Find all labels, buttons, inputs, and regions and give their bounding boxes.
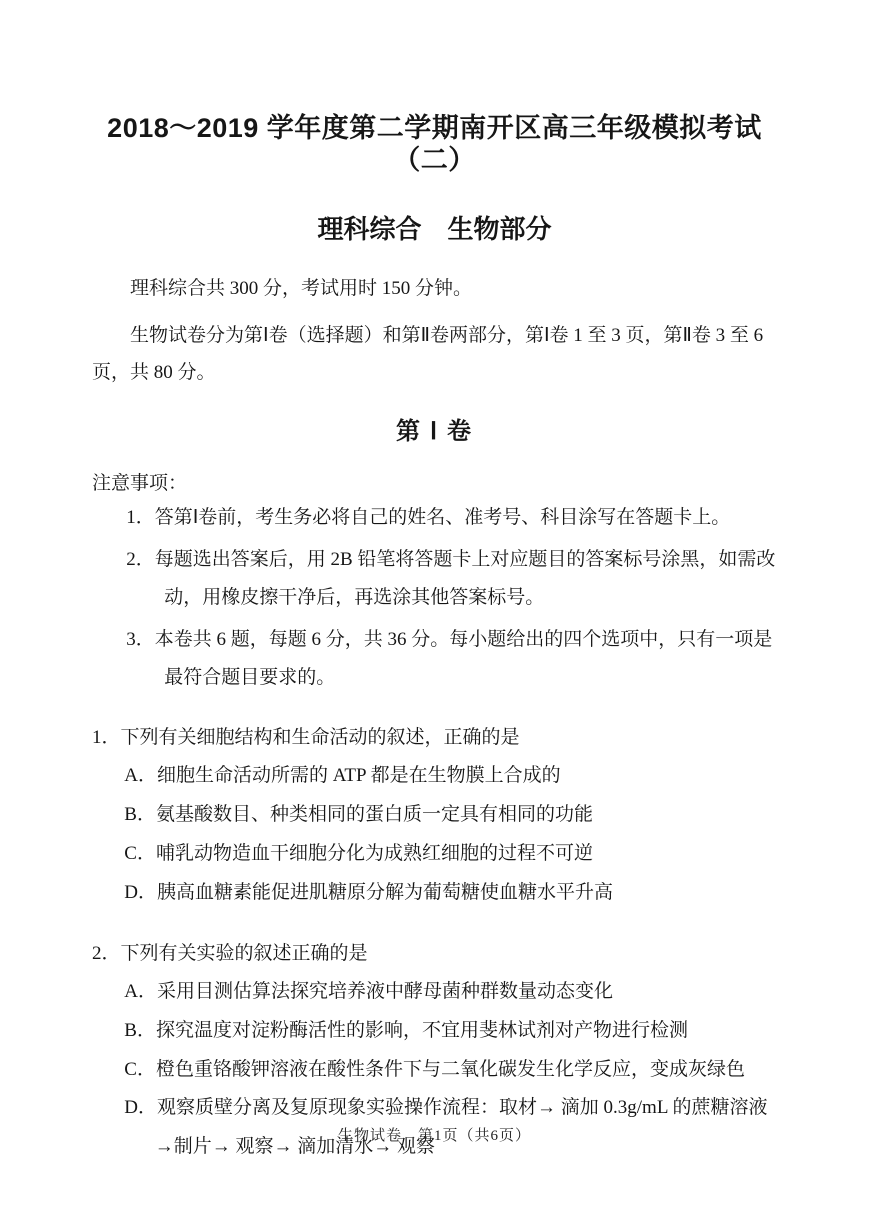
page-footer: 生物试卷 第1页（共6页） xyxy=(337,1128,531,1144)
intro-paragraph-1: 理科综合共 300 分，考试用时 150 分钟。 xyxy=(130,277,473,299)
question-1-option-a: A．细胞生命活动所需的 ATP 都是在生物膜上合成的 xyxy=(124,764,561,786)
intro-paragraph-2: 生物试卷分为第Ⅰ卷（选择题）和第Ⅱ卷两部分，第Ⅰ卷 1 至 3 页，第Ⅱ卷 3 至 6 页，共 80 分。 xyxy=(92,324,764,383)
question-2-stem: 2．下列有关实验的叙述正确的是 xyxy=(92,942,368,964)
question-1-stem: 1．下列有关细胞结构和生命活动的叙述，正确的是 xyxy=(92,726,520,748)
question-2-option-d: D．观察质壁分离及复原现象实验操作流程：取材→ 滴加 0.3g/mL 的蔗糖溶液→制片→ 观察→ 滴加清水→ 观察 xyxy=(124,1097,768,1158)
exam-title: 2018～2019 学年度第二学期南开区高三年级模拟考试（二） xyxy=(107,113,762,176)
notice-item-3: 3．本卷共 6 题，每题 6 分，共 36 分。每小题给出的四个选项中，只有一项是最符合题目要求的。 xyxy=(126,628,773,688)
question-2-option-b: B．探究温度对淀粉酶活性的影响，不宜用斐林试剂对产物进行检测 xyxy=(124,1019,688,1041)
question-2-option-c: C．橙色重铬酸钾溶液在酸性条件下与二氧化碳发生化学反应，变成灰绿色 xyxy=(124,1058,745,1080)
notice-label: 注意事项： xyxy=(92,472,188,494)
question-2-option-a: A．采用目测估算法探究培养液中酵母菌种群数量动态变化 xyxy=(124,980,614,1002)
question-1-option-b: B．氨基酸数目、种类相同的蛋白质一定具有相同的功能 xyxy=(124,803,593,825)
question-1 xyxy=(92,719,777,913)
exam-subtitle: 理科综合 生物部分 xyxy=(317,213,552,244)
notice-item-1: 1．答第Ⅰ卷前，考生务必将自己的姓名、准考号、科目涂写在答题卡上。 xyxy=(126,506,731,528)
notice-item-2: 2．每题选出答案后，用 2B 铅笔将答题卡上对应题目的答案标号涂黑，如需改动，用橡皮擦干净后，再选涂其他答案标号。 xyxy=(126,548,776,608)
question-1-option-c: C．哺乳动物造血干细胞分化为成熟红细胞的过程不可逆 xyxy=(124,842,593,864)
section-heading: 第 Ⅰ 卷 xyxy=(395,418,474,445)
question-1-option-d: D．胰高血糖素能促进肌糖原分解为葡萄糖使血糖水平升高 xyxy=(124,881,614,903)
